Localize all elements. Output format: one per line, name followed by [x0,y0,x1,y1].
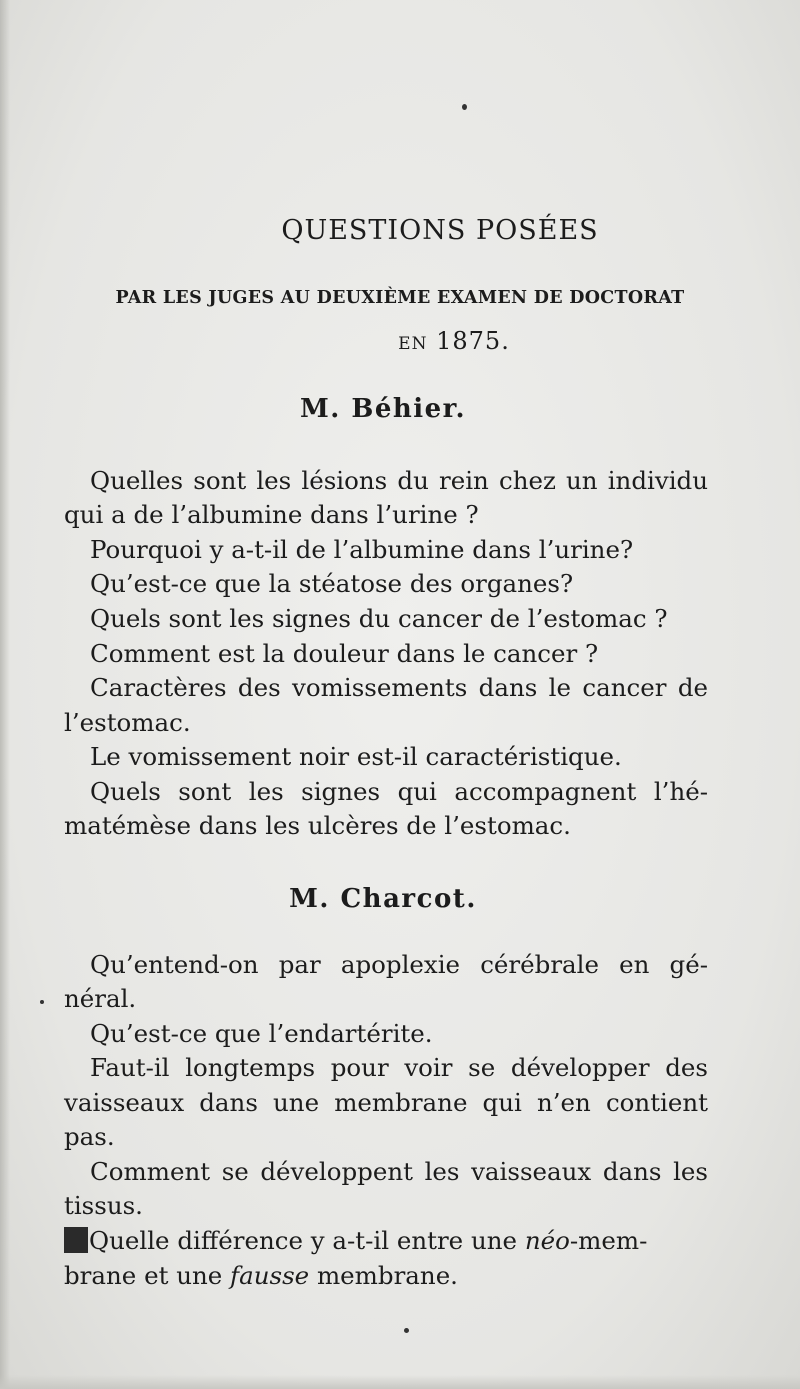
question-line: Quelles sont les lésions du rein chez un individu [90,466,708,495]
question-line: Qu’entend-on par apoplexie cérébrale en gé- [90,950,708,979]
question-line: Qu’est-ce que la stéatose des organes? [90,569,574,598]
examiner-heading-behier: M. Béhier. [299,394,467,424]
question-line: Comment est la douleur dans le cancer ? [90,639,599,668]
page-subtitle: PAR LES JUGES AU DEUXIÈME EXAMEN DE DOCTORAT [115,288,685,308]
question-line: Qu’est-ce que l’endartérite. [90,1019,433,1048]
question-line: Pourquoi y a-t-il de l’albumine dans l’urine? [90,535,634,564]
question-text: Quelle différence y a-t-il entre une [89,1226,525,1255]
page-title: QUESTIONS POSÉES [281,215,599,246]
question-line: tissus. [64,1191,143,1220]
page-edge-shadow-bottom [0,1375,800,1389]
year-value: 1875. [436,327,510,355]
question-text: brane et une [64,1261,231,1290]
question-line: Quels sont les signes qui accompagnent l’hé- [90,777,708,806]
question-line: qui a de l’albumine dans l’urine ? [64,500,479,529]
question-line: Faut-il longtemps pour voir se développer des [90,1053,708,1082]
ink-speck [40,1000,44,1004]
question-line: Quels sont les signes du cancer de l’estomac ? [90,604,668,633]
question-line: Le vomissement noir est-il caractéristique. [90,742,622,771]
question-line: Comment se développent les vaisseaux dans les [90,1157,708,1186]
question-line: vaisseaux dans une membrane qui n’en contient [64,1088,708,1117]
question-line [64,1259,458,1293]
exam-year [54,324,800,361]
question-line [64,1224,708,1258]
question-line: néral. [64,984,137,1013]
ink-speck [462,104,467,110]
ink-speck [404,1328,409,1333]
italic-term: néo [524,1226,570,1255]
question-line: Caractères des vomissements dans le cancer de [90,673,708,702]
question-line: pas. [64,1122,115,1151]
year-prefix: EN [398,334,428,354]
examiner-heading-charcot: M. Charcot. [289,884,477,914]
question-text: membrane. [309,1261,458,1290]
page-edge-shadow-left [0,0,10,1389]
question-line: l’estomac. [64,708,191,737]
question-line: matémèse dans les ulcères de l’estomac. [64,811,571,840]
question-text: -mem- [569,1226,648,1255]
ink-blot [64,1227,88,1253]
italic-term: fausse [230,1261,310,1290]
